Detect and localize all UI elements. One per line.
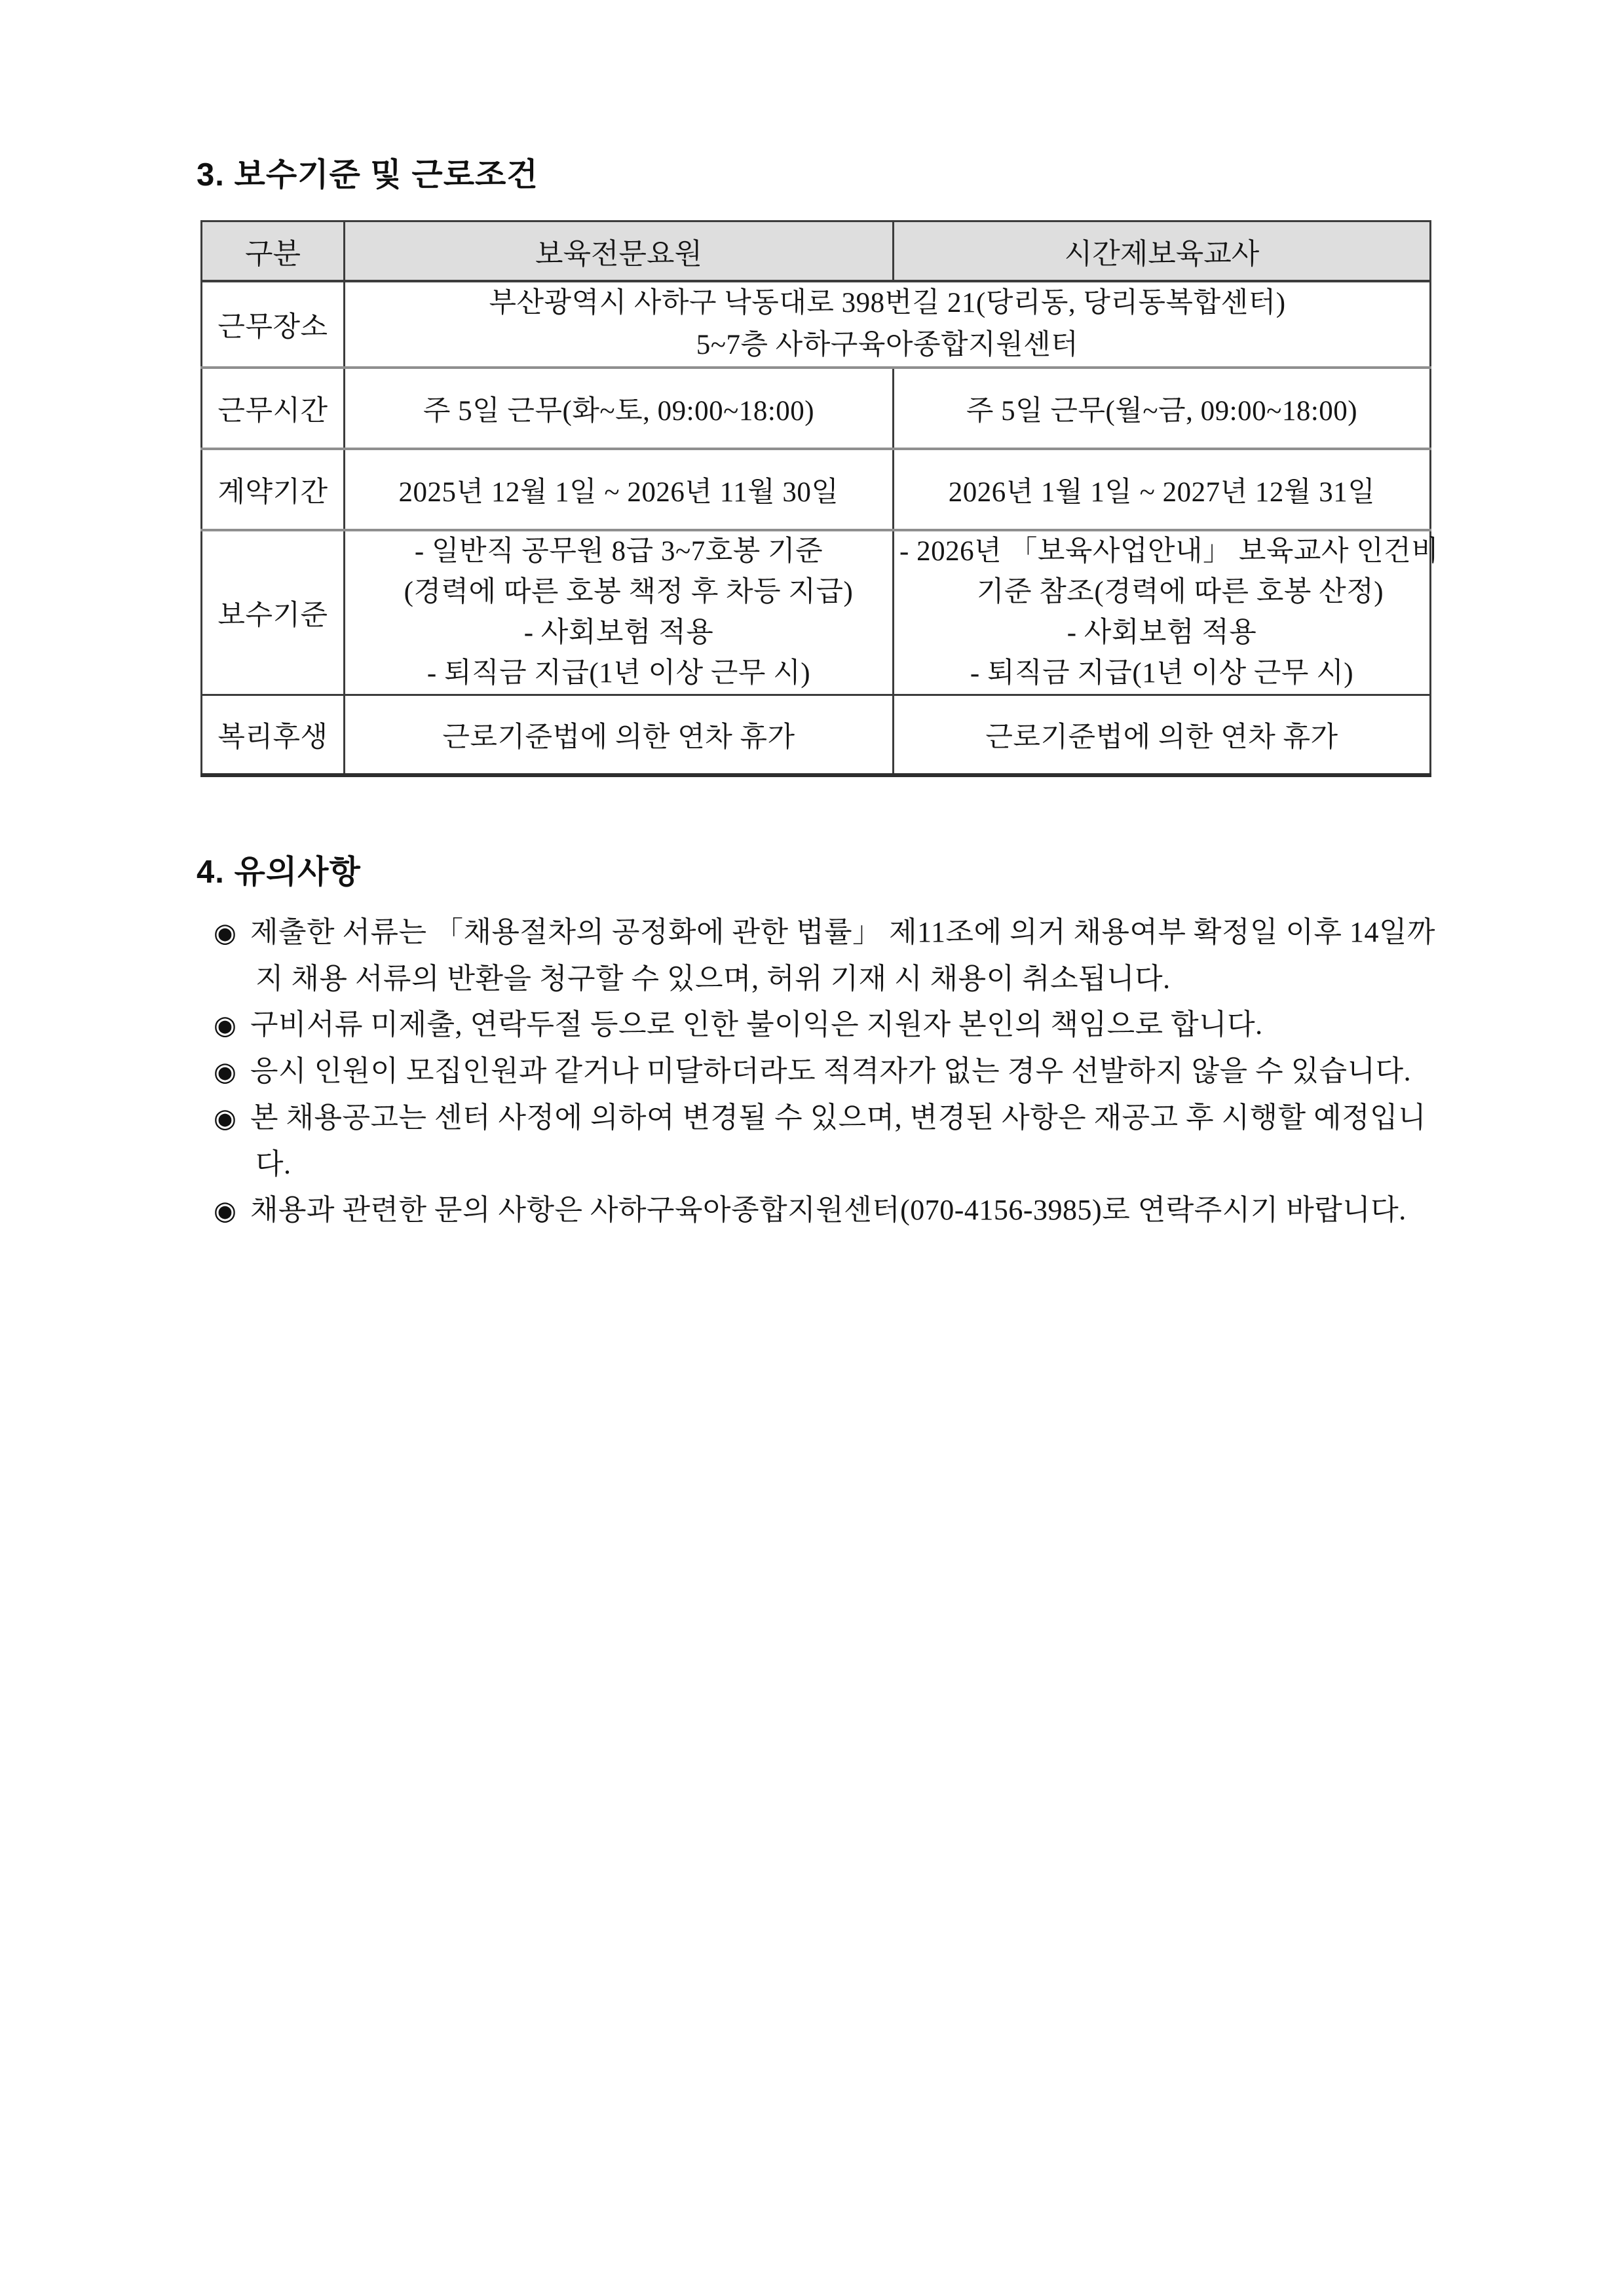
- header-cell-specialist: 보육전문요원: [345, 221, 894, 282]
- table-header-row: [202, 221, 1431, 282]
- pay-specialist-line3: - 사회보험 적용: [523, 617, 714, 648]
- pay-specialist-line4: - 퇴직금 지급(1년 이상 근무 시): [426, 658, 811, 689]
- notice-item-applicant-responsibility: [214, 1002, 1448, 1048]
- section4-heading: 4. 유의사항: [197, 854, 361, 890]
- pay-parttime-line3: - 사회보험 적용: [1067, 617, 1257, 648]
- header-cell-category: 구분: [202, 221, 345, 282]
- pay-parttime-line2: 기준 참조(경력에 따른 호봉 산정): [976, 577, 1384, 607]
- pay-parttime-line1: - 2026년 「보육사업안내」 보육교사 인건비: [899, 536, 1439, 567]
- notice-text: 구비서류 미제출, 연락두절 등으로 인한 불이익은 지원자 본인의 책임으로 합니다.: [250, 1008, 1263, 1041]
- notice-item-subject-to-change: [214, 1095, 1448, 1187]
- notice-text: 응시 인원이 모집인원과 같거나 미달하더라도 적격자가 없는 경우 선발하지 않을 수 있습니다.: [250, 1055, 1412, 1087]
- table-row-welfare: [202, 695, 1431, 776]
- notice-item-no-selection: [214, 1048, 1448, 1095]
- hours-parttime-cell: 주 5일 근무(월~금, 09:00~18:00): [894, 368, 1431, 449]
- notice-text: 채용과 관련한 문의 사항은 사하구육아종합지원센터(070-4156-3985)로 연락주시기 바랍니다.: [250, 1194, 1407, 1226]
- table-row-pay: [202, 530, 1431, 695]
- section4: [197, 847, 1448, 1234]
- pay-specialist-line1: - 일반직 공무원 8급 3~7호봉 기준: [414, 536, 823, 567]
- workplace-address-line: 부산광역시 사하구 낙동대로 398번길 21(당리동, 당리동복합센터): [489, 288, 1286, 318]
- fisheye-bullet-icon: ◉: [214, 1196, 237, 1225]
- workplace-merged-cell: [345, 281, 1431, 368]
- notice-item-contact: [214, 1187, 1448, 1234]
- contract-specialist-cell: 2025년 12월 1일 ~ 2026년 11월 30일: [345, 449, 894, 530]
- header-cell-parttime: 시간제보육교사: [894, 221, 1431, 282]
- notice-text: 본 채용공고는 센터 사정에 의하여 변경될 수 있으며, 변경된 사항은 재공고 후 시행할 예정입니다.: [250, 1101, 1427, 1180]
- table-row-hours: [202, 368, 1431, 449]
- welfare-parttime-cell: 근로기준법에 의한 연차 휴가: [894, 695, 1431, 776]
- workplace-floor-line: 5~7층 사하구육아종합지원센터: [696, 330, 1079, 360]
- pay-parttime-line4: - 퇴직금 지급(1년 이상 근무 시): [970, 658, 1354, 689]
- fisheye-bullet-icon: ◉: [214, 1057, 237, 1086]
- section3-heading: 3. 보수기준 및 근로조건: [197, 157, 538, 193]
- notice-item-document-return: [214, 909, 1448, 1002]
- row-label-workplace: 근무장소: [202, 281, 345, 368]
- welfare-specialist-cell: 근로기준법에 의한 연차 휴가: [345, 695, 894, 776]
- row-label-welfare: 복리후생: [202, 695, 345, 776]
- conditions-table: [200, 220, 1439, 777]
- row-label-contract: 계약기간: [202, 449, 345, 530]
- notice-text: 제출한 서류는 「채용절차의 공정화에 관한 법률」 제11조에 의거 채용여부 확정일 이후 14일까지 채용 서류의 반환을 청구할 수 있으며, 허위 기재 시 채용이 취소됩니다.: [250, 916, 1436, 995]
- pay-parttime-cell: [894, 530, 1439, 695]
- pay-specialist-cell: [345, 530, 894, 695]
- fisheye-bullet-icon: ◉: [214, 1103, 237, 1133]
- contract-parttime-cell: 2026년 1월 1일 ~ 2027년 12월 31일: [894, 449, 1431, 530]
- table-row-workplace: [202, 281, 1431, 368]
- row-label-pay: 보수기준: [202, 530, 345, 695]
- table-row-contract: [202, 449, 1431, 530]
- pay-specialist-line2: (경력에 따른 호봉 책정 후 차등 지급): [404, 577, 854, 607]
- row-label-hours: 근무시간: [202, 368, 345, 449]
- hours-specialist-cell: 주 5일 근무(화~토, 09:00~18:00): [345, 368, 894, 449]
- notice-list: [214, 909, 1448, 1234]
- fisheye-bullet-icon: ◉: [214, 918, 237, 947]
- fisheye-bullet-icon: ◉: [214, 1010, 237, 1040]
